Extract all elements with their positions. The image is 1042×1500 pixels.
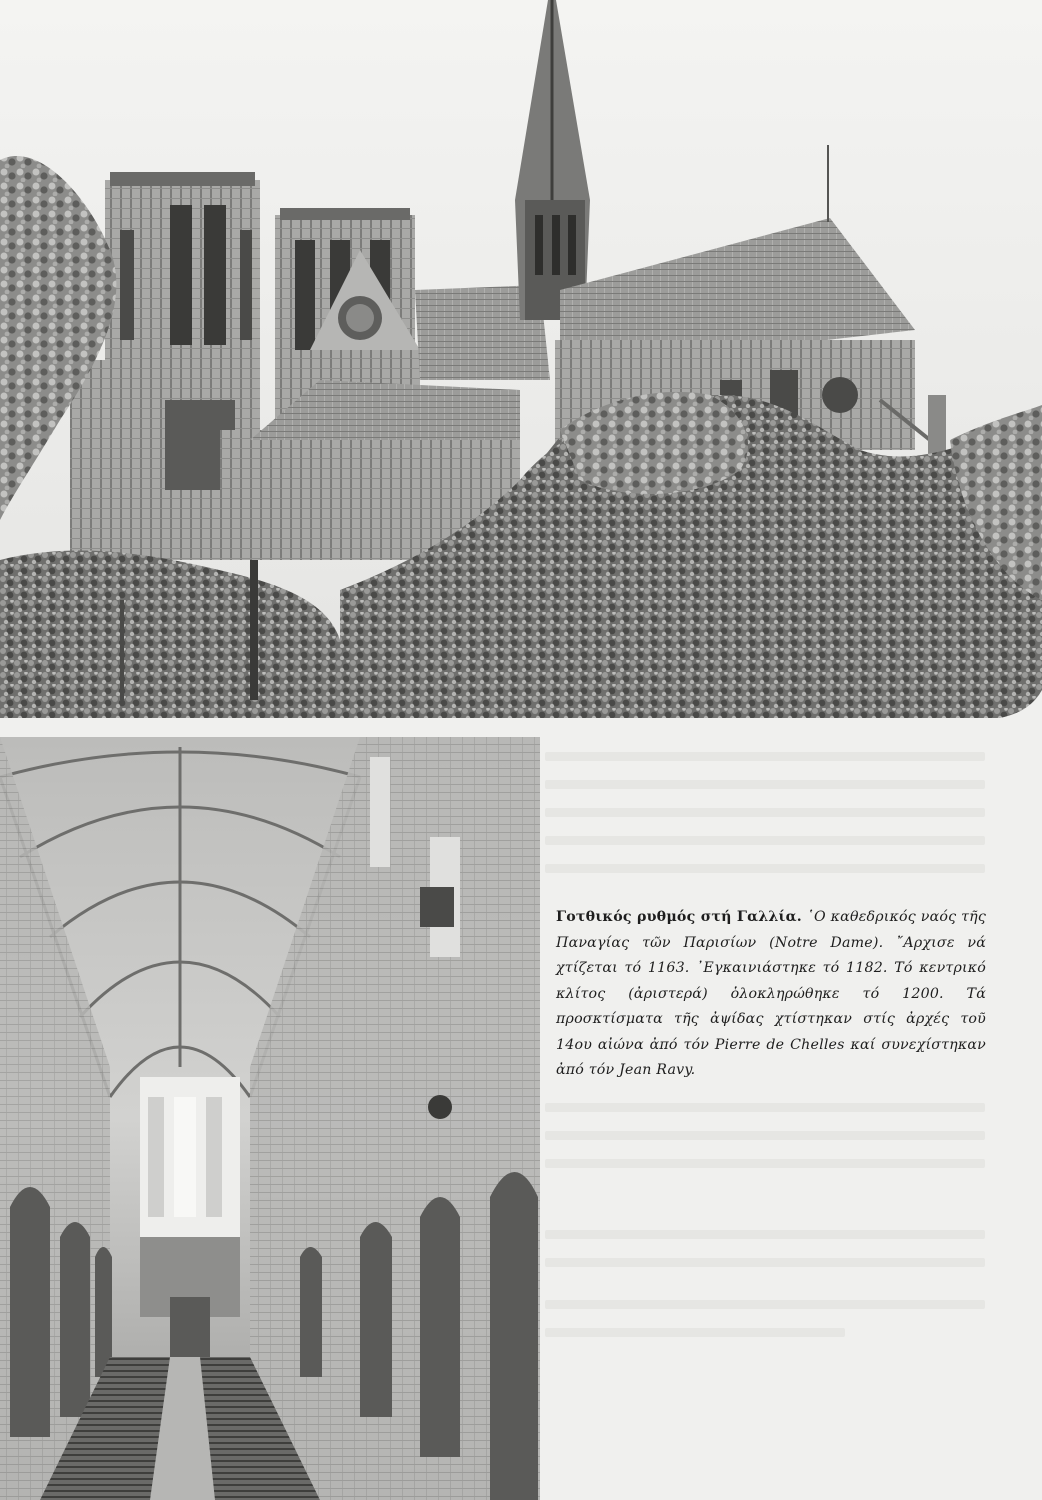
show-through-line — [545, 1300, 985, 1309]
show-through-line — [545, 780, 985, 789]
notre-dame-nave-interior-photo — [0, 737, 540, 1500]
caption-text: ῾Ο καθεδρικός ναός τῆς Παναγίας τῶν Παρισίων (Notre Dame). ῎Αρχισε νά χτίζεται τό 1163. ᾿Εγκαινιάστηκε τό 1182. Τό κεντρικό κλίτος (ἀριστερά) ὁλοκληρώθηκε τό 1200. Τά προσκτίσματα τῆς ἀψίδας χτίστηκαν στίς ἀρχές τοῦ 14ου αἰώνα ἀπό τόν Pierre de Chelles καί συνεχίστηκαν ἀπό τόν Jean Ravy. — [556, 909, 986, 1078]
show-through-line — [545, 1103, 985, 1112]
notre-dame-exterior-photo — [0, 0, 1042, 718]
show-through-line — [545, 864, 985, 873]
show-through-line — [545, 1258, 985, 1267]
show-through-line — [545, 1230, 985, 1239]
show-through-line — [545, 808, 985, 817]
show-through-line — [545, 1328, 845, 1337]
photo-caption — [556, 905, 986, 1084]
show-through-line — [545, 752, 985, 761]
caption-lead: Γοτθικός ρυθμός στή Γαλλία. — [556, 909, 802, 925]
show-through-line — [545, 1131, 985, 1140]
show-through-line — [545, 1159, 985, 1168]
show-through-line — [545, 836, 985, 845]
